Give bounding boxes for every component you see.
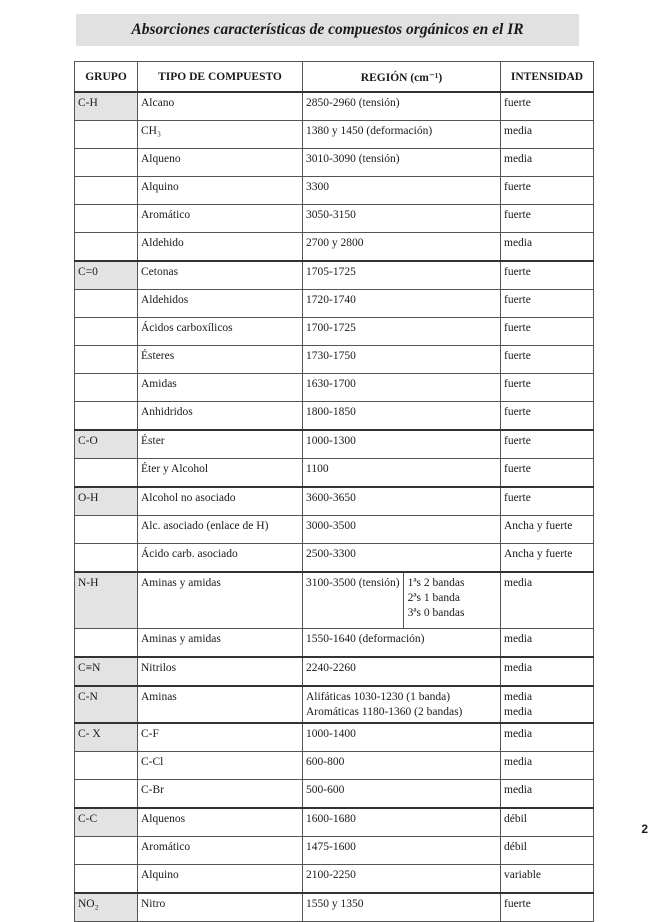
- region-cell: 1100: [303, 459, 501, 488]
- group-cell: [75, 780, 138, 809]
- table-row: [75, 629, 594, 658]
- table-row: [75, 572, 594, 629]
- group-cell: C-N: [75, 686, 138, 723]
- table-row: [75, 430, 594, 459]
- type-cell: Alquino: [138, 177, 303, 205]
- type-cell: Alc. asociado (enlace de H): [138, 516, 303, 544]
- type-cell: Alcohol no asociado: [138, 487, 303, 516]
- type-cell: Amidas: [138, 374, 303, 402]
- region-cell: 1550-1640 (deformación): [303, 629, 501, 658]
- group-cell: [75, 544, 138, 573]
- intensity-cell: fuerte: [501, 430, 594, 459]
- region-cell: 3010-3090 (tensión): [303, 149, 501, 177]
- region-cell: 1630-1700: [303, 374, 501, 402]
- group-cell: [75, 121, 138, 149]
- table-row: [75, 752, 594, 780]
- region-cell: 500-600: [303, 780, 501, 809]
- table-row: [75, 686, 594, 723]
- type-cell: Alquino: [138, 865, 303, 894]
- group-cell: [75, 516, 138, 544]
- group-cell: [75, 402, 138, 431]
- type-cell: Alqueno: [138, 149, 303, 177]
- intensity-cell: fuerte: [501, 487, 594, 516]
- type-cell: Alcano: [138, 92, 303, 121]
- group-cell: [75, 752, 138, 780]
- type-cell: Éster: [138, 430, 303, 459]
- region-cell: 1700-1725: [303, 318, 501, 346]
- type-cell: Aldehidos: [138, 290, 303, 318]
- table-row: [75, 865, 594, 894]
- region-cell: [303, 686, 501, 723]
- intensity-cell: débil: [501, 808, 594, 837]
- band-note: 3ªs 0 bandas: [407, 607, 465, 619]
- type-cell: Aminas y amidas: [138, 572, 303, 629]
- type-cell: CH₃: [138, 121, 303, 149]
- type-cell: Alquenos: [138, 808, 303, 837]
- group-cell: [75, 290, 138, 318]
- region-cell: 1475-1600: [303, 837, 501, 865]
- group-cell: C- X: [75, 723, 138, 752]
- table-row: [75, 516, 594, 544]
- intensity-cell: fuerte: [501, 261, 594, 290]
- band-note: 1ªs 2 bandas: [407, 577, 465, 589]
- region-cell: 2240-2260: [303, 657, 501, 686]
- table-row: [75, 544, 594, 573]
- group-cell: C-C: [75, 808, 138, 837]
- region-cell: [303, 572, 501, 629]
- type-cell: Éter y Alcohol: [138, 459, 303, 488]
- ir-absorption-table: [74, 61, 594, 922]
- region-cell: 3000-3500: [303, 516, 501, 544]
- table-row: [75, 723, 594, 752]
- group-cell: [75, 865, 138, 894]
- intensity-line: media: [504, 691, 533, 703]
- type-cell: Aldehido: [138, 233, 303, 262]
- group-cell: [75, 318, 138, 346]
- table-row: [75, 346, 594, 374]
- intensity-cell: fuerte: [501, 893, 594, 922]
- group-cell: C≡N: [75, 657, 138, 686]
- region-cell: 2100-2250: [303, 865, 501, 894]
- table-row: [75, 233, 594, 262]
- intensity-cell: fuerte: [501, 459, 594, 488]
- intensity-cell: media: [501, 629, 594, 658]
- table-row: [75, 402, 594, 431]
- table-row: [75, 459, 594, 488]
- table-row: [75, 893, 594, 922]
- region-cell: 600-800: [303, 752, 501, 780]
- intensity-cell: media: [501, 233, 594, 262]
- intensity-cell: fuerte: [501, 92, 594, 121]
- region-cell: 1600-1680: [303, 808, 501, 837]
- intensity-line: media: [504, 706, 533, 718]
- intensity-cell: media: [501, 572, 594, 629]
- page-number: 2: [641, 822, 648, 836]
- group-cell: [75, 149, 138, 177]
- region-cell: 1730-1750: [303, 346, 501, 374]
- type-cell: Nitro: [138, 893, 303, 922]
- intensity-cell: fuerte: [501, 402, 594, 431]
- group-cell: [75, 346, 138, 374]
- type-cell: Aminas y amidas: [138, 629, 303, 658]
- table-row: [75, 261, 594, 290]
- group-cell: [75, 837, 138, 865]
- group-cell: C=0: [75, 261, 138, 290]
- table-row: [75, 808, 594, 837]
- group-cell: C-H: [75, 92, 138, 121]
- intensity-cell: fuerte: [501, 318, 594, 346]
- group-cell: N-H: [75, 572, 138, 629]
- group-cell: [75, 177, 138, 205]
- region-cell: 1705-1725: [303, 261, 501, 290]
- table-row: [75, 149, 594, 177]
- region-cell: 1380 y 1450 (deformación): [303, 121, 501, 149]
- group-cell: [75, 629, 138, 658]
- region-cell: 3300: [303, 177, 501, 205]
- type-cell: Aromático: [138, 205, 303, 233]
- intensity-cell: media: [501, 121, 594, 149]
- intensity-cell: fuerte: [501, 205, 594, 233]
- intensity-cell: Ancha y fuerte: [501, 544, 594, 573]
- type-cell: Cetonas: [138, 261, 303, 290]
- region-cell: 1720-1740: [303, 290, 501, 318]
- type-cell: C-Br: [138, 780, 303, 809]
- table-row: [75, 290, 594, 318]
- group-cell: [75, 233, 138, 262]
- group-cell: NO₂: [75, 893, 138, 922]
- type-cell: Nitrilos: [138, 657, 303, 686]
- intensity-cell: fuerte: [501, 290, 594, 318]
- intensity-cell: fuerte: [501, 177, 594, 205]
- table-row: [75, 657, 594, 686]
- intensity-cell: media: [501, 657, 594, 686]
- header-type: TIPO DE COMPUESTO: [138, 62, 303, 93]
- type-cell: Aminas: [138, 686, 303, 723]
- intensity-cell: variable: [501, 865, 594, 894]
- table-row: [75, 205, 594, 233]
- region-cell: 1000-1400: [303, 723, 501, 752]
- type-cell: Ésteres: [138, 346, 303, 374]
- type-cell: Aromático: [138, 837, 303, 865]
- header-group: GRUPO: [75, 62, 138, 93]
- type-cell: C-F: [138, 723, 303, 752]
- intensity-cell: media: [501, 752, 594, 780]
- table-row: [75, 121, 594, 149]
- intensity-cell: Ancha y fuerte: [501, 516, 594, 544]
- region-cell: 2500-3300: [303, 544, 501, 573]
- table-row: [75, 318, 594, 346]
- region-cell: 1550 y 1350: [303, 893, 501, 922]
- table-row: [75, 780, 594, 809]
- group-cell: [75, 205, 138, 233]
- region-cell: 3050-3150: [303, 205, 501, 233]
- intensity-cell: media: [501, 723, 594, 752]
- group-cell: [75, 374, 138, 402]
- intensity-cell: fuerte: [501, 346, 594, 374]
- region-text: 3100-3500 (tensión): [303, 573, 404, 628]
- table-row: [75, 487, 594, 516]
- intensity-cell: media: [501, 780, 594, 809]
- group-cell: [75, 459, 138, 488]
- region-line: Alifáticas 1030-1230 (1 banda): [306, 691, 451, 703]
- band-note: 2ªs 1 banda: [407, 592, 460, 604]
- header-region: REGIÓN (cm⁻¹): [303, 62, 501, 93]
- intensity-cell: débil: [501, 837, 594, 865]
- type-cell: C-Cl: [138, 752, 303, 780]
- intensity-cell: [501, 686, 594, 723]
- table-row: [75, 92, 594, 121]
- type-cell: Anhidridos: [138, 402, 303, 431]
- type-cell: Ácidos carboxílicos: [138, 318, 303, 346]
- region-cell: 1800-1850: [303, 402, 501, 431]
- region-cell: 3600-3650: [303, 487, 501, 516]
- page-title: Absorciones características de compuestos orgánicos en el IR: [76, 14, 579, 46]
- header-intensity: INTENSIDAD: [501, 62, 594, 93]
- region-cell: 1000-1300: [303, 430, 501, 459]
- intensity-cell: media: [501, 149, 594, 177]
- table-row: [75, 374, 594, 402]
- group-cell: O-H: [75, 487, 138, 516]
- table-row: [75, 177, 594, 205]
- region-cell: 2700 y 2800: [303, 233, 501, 262]
- table-header-row: [75, 62, 594, 93]
- table-row: [75, 837, 594, 865]
- group-cell: C-O: [75, 430, 138, 459]
- intensity-cell: fuerte: [501, 374, 594, 402]
- region-cell: 2850-2960 (tensión): [303, 92, 501, 121]
- region-line: Aromáticas 1180-1360 (2 bandas): [306, 706, 463, 718]
- type-cell: Ácido carb. asociado: [138, 544, 303, 573]
